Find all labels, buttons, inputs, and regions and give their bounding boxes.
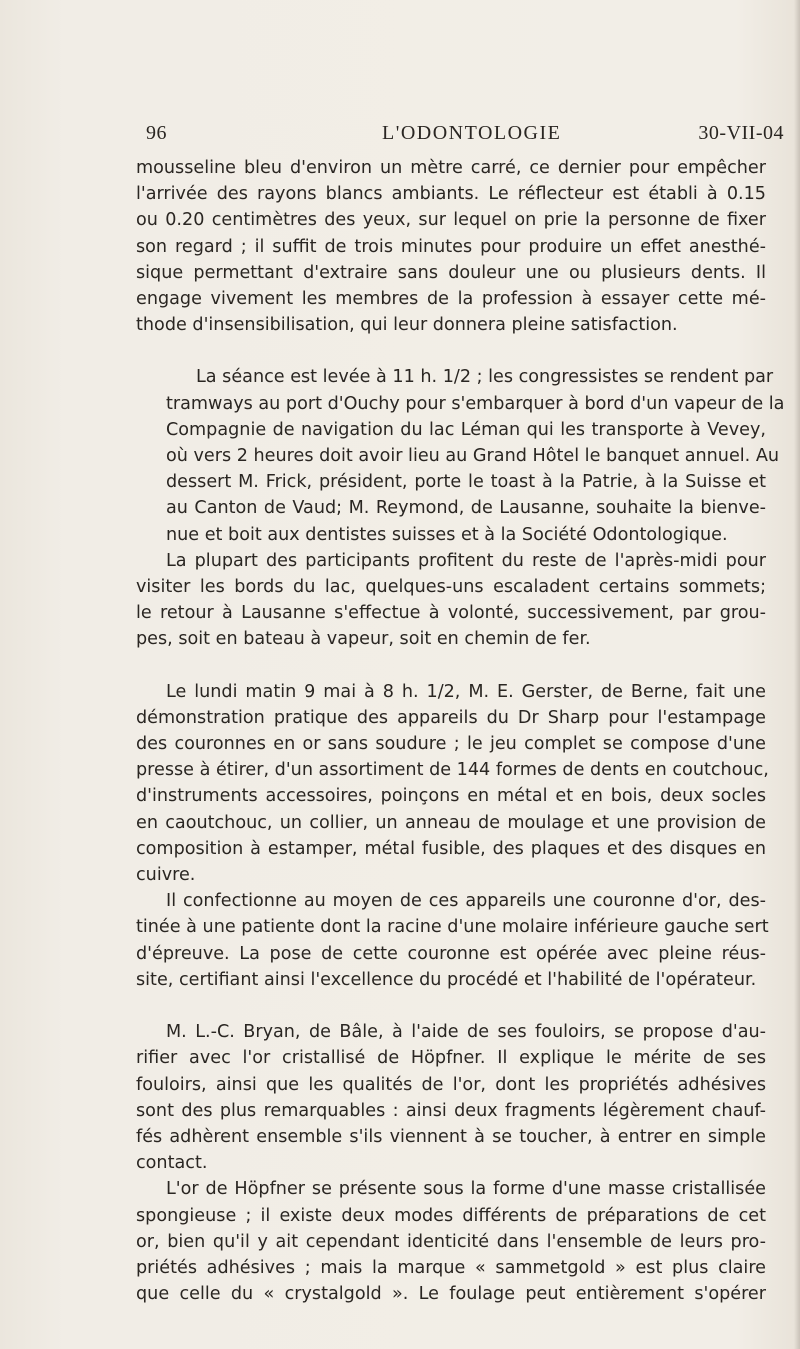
text-line: L'or de Höpfner se présente sous la forme d'une masse cristallisée [166,1179,766,1200]
journal-title: L'ODONTOLOGIE [382,122,562,144]
running-header [146,122,784,152]
text-line: site, certifiant ainsi l'excellence du procédé et l'habilité de l'opérateur. [136,969,757,990]
text-line: au Canton de Vaud; M. Reymond, de Lausanne, souhaite la bienve- [166,498,766,519]
article-body [136,155,785,1307]
text-line: que celle du « crystalgold ». Le foulage peut entièrement s'opérer [136,1284,766,1305]
text-line: spongieuse ; il existe deux modes différents de préparations de cet [136,1205,766,1226]
text-line: en caoutchouc, un collier, un anneau de moulage et une provision de [136,812,766,833]
text-line: rifier avec l'or cristallisé de Höpfner. Il explique le mérite de ses [136,1048,766,1069]
text-line: d'épreuve. La pose de cette couronne est opérée avec pleine réus- [136,943,766,964]
text-line: où vers 2 heures doit avoir lieu au Grand Hôtel le banquet annuel. Au [166,446,780,467]
issue-date: 30-VII-04 [698,122,784,144]
text-line: cuivre. [136,865,196,886]
text-line: des couronnes en or sans soudure ; le jeu complet se compose d'une [136,734,766,755]
text-line: engage vivement les membres de la profession à essayer cette mé- [136,289,766,310]
text-line: fouloirs, ainsi que les qualités de l'or, dont les propriétés adhésives [136,1074,766,1095]
text-line: La séance est levée à 11 h. 1/2 ; les congressistes se rendent par [196,367,774,388]
paragraph-2 [136,364,785,547]
paragraph-3 [136,548,766,653]
text-line: son regard ; il suffit de trois minutes pour produire un effet anesthé- [136,236,766,257]
text-line: Il confectionne au moyen de ces appareils une couronne d'or, des- [166,891,766,912]
text-line: presse à étirer, d'un assortiment de 144 formes de dents en coutchouc, [136,760,769,781]
text-line: le retour à Lausanne s'effectue à volonté, successivement, par grou- [136,603,766,624]
text-line: l'arrivée des rayons blancs ambiants. Le réflecteur est établi à 0.15 [136,184,766,205]
text-line: M. L.-C. Bryan, de Bâle, à l'aide de ses fouloirs, se propose d'au- [166,1022,766,1043]
text-line: contact. [136,1153,208,1174]
text-line: démonstration pratique des appareils du Dr Sharp pour l'estampage [136,707,766,728]
paragraph-4 [136,679,769,889]
text-line: thode d'insensibilisation, qui leur donnera pleine satisfaction. [136,315,678,336]
text-line: sont des plus remarquables : ainsi deux fragments légèrement chauf- [136,1100,766,1121]
text-line: ou 0.20 centimètres des yeux, sur lequel on prie la personne de fixer [136,210,766,231]
text-line: dessert M. Frick, président, porte le toast à la Patrie, à la Suisse et [166,472,766,493]
text-line: La plupart des participants profitent du reste de l'après-midi pour [166,550,766,571]
text-line: sique permettant d'extraire sans douleur une ou plusieurs dents. Il [136,262,766,283]
text-line: tinée à une patiente dont la racine d'une molaire inférieure gauche sert [136,917,769,938]
paragraph-7 [136,1176,766,1307]
text-line: pes, soit en bateau à vapeur, soit en chemin de fer. [136,629,591,650]
text-line: mousseline bleu d'environ un mètre carré, ce dernier pour empêcher [136,158,766,178]
paragraph-5 [136,888,769,993]
paragraph-1 [136,155,766,338]
text-line: visiter les bords du lac, quelques-uns escaladent certains sommets; [136,577,766,598]
text-line: d'instruments accessoires, poinçons en métal et en bois, deux socles [136,786,766,807]
text-line: Compagnie de navigation du lac Léman qui les transporte à Vevey, [166,419,766,440]
page-number: 96 [146,122,167,144]
text-line: composition à estamper, métal fusible, des plaques et des disques en [136,838,766,859]
paragraph-6 [136,1019,766,1176]
text-line: nue et boit aux dentistes suisses et à la Société Odontologique. [166,524,728,545]
text-line: or, bien qu'il y ait cependant identicité dans l'ensemble de leurs pro- [136,1231,766,1252]
text-line: Le lundi matin 9 mai à 8 h. 1/2, M. E. Gerster, de Berne, fait une [166,681,766,702]
text-line: fés adhèrent ensemble s'ils viennent à se toucher, à entrer en simple [136,1126,766,1147]
text-line: tramways au port d'Ouchy pour s'embarquer à bord d'un vapeur de la [166,393,785,414]
text-line: priétés adhésives ; mais la marque « sammetgold » est plus claire [136,1257,766,1278]
